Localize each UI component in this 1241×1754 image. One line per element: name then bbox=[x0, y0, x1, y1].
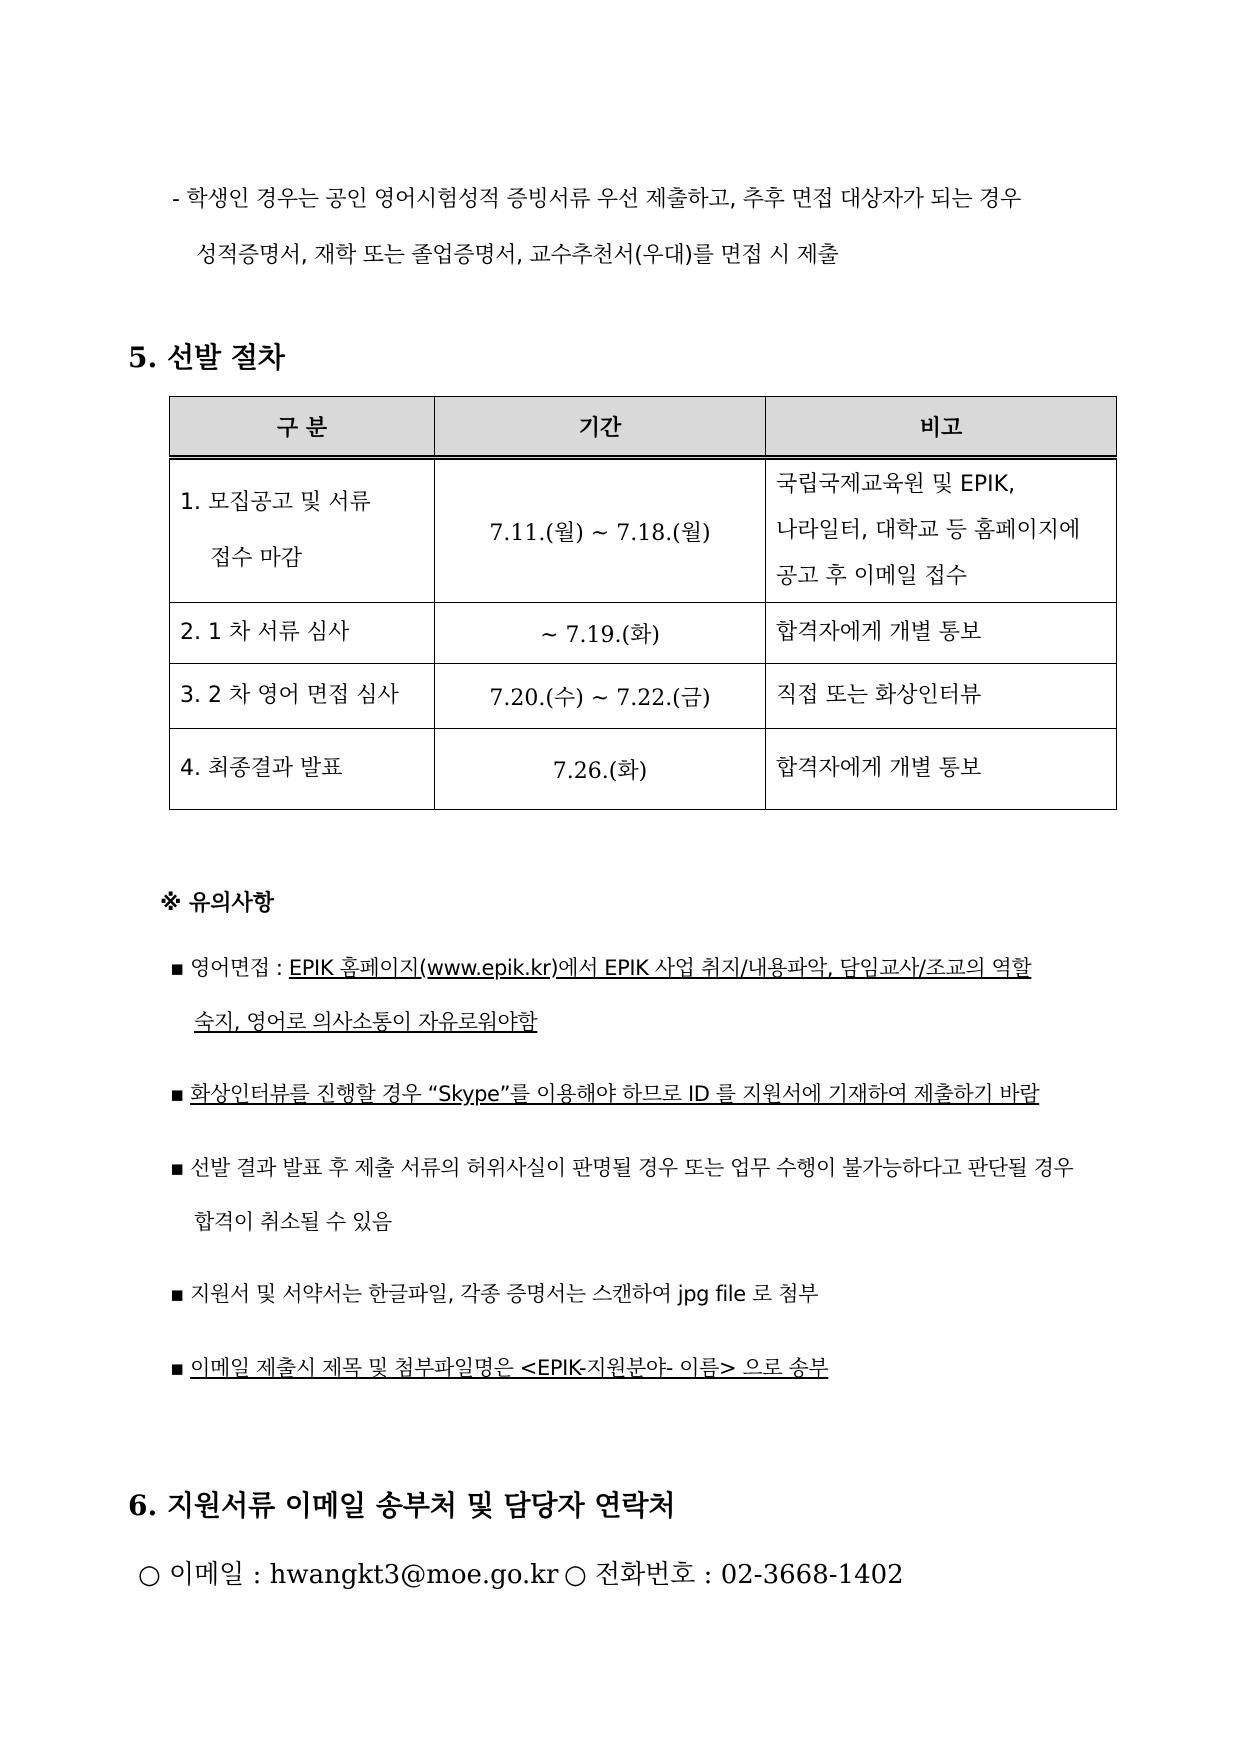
table-row bbox=[170, 729, 1117, 810]
period-cell: 7.26.(화) bbox=[435, 729, 766, 810]
caution-item-interview-cont bbox=[194, 1006, 537, 1036]
section-5-number: 5. bbox=[128, 341, 158, 374]
caution-item-underlined: 화상인터뷰를 진행할 경우 “Skype”를 이용해야 하므로 ID 를 지원서에 기재하여 제출하기 바람 bbox=[190, 1082, 1040, 1106]
section-6-number: 6. bbox=[128, 1489, 158, 1522]
step-cell: 2. 1 차 서류 심사 bbox=[170, 603, 435, 664]
table-row bbox=[170, 458, 1117, 603]
caution-item-underlined: EPIK 홈페이지(www.epik.kr)에서 EPIK 사업 취지/내용파악, 담임교사/조교의 역할 bbox=[288, 956, 1032, 980]
step-text: 1. 모집공고 및 서류 bbox=[180, 490, 371, 515]
step-cell: 3. 2 차 영어 면접 심사 bbox=[170, 664, 435, 729]
section-5-heading bbox=[128, 336, 285, 376]
caution-item-file-format: ▪ 지원서 및 서약서는 한글파일, 각종 증명서는 스캔하여 jpg file 로 첨부 bbox=[170, 1282, 818, 1306]
remark-line: 나라일터, 대학교 등 홈페이지에 bbox=[776, 518, 1081, 543]
caution-item-false-claims: ▪ 선발 결과 발표 후 제출 서류의 허위사실이 판명될 경우 또는 업무 수행이 불가능하다고 판단될 경우 bbox=[170, 1156, 1074, 1180]
step-text-cont: 접수 마감 bbox=[210, 546, 303, 571]
period-cell: 7.20.(수) ~ 7.22.(금) bbox=[435, 664, 766, 729]
caution-item-false-claims-cont: 합격이 취소될 수 있음 bbox=[194, 1210, 392, 1234]
step-cell bbox=[170, 458, 435, 603]
header-period: 기간 bbox=[435, 397, 766, 458]
header-category: 구 분 bbox=[170, 397, 435, 458]
table-header-row bbox=[170, 397, 1117, 458]
remark-cell bbox=[766, 458, 1117, 603]
section-5-title: 선발 절차 bbox=[166, 341, 285, 374]
contact-phone: ○ 전화번호 : 02-3668-1402 bbox=[564, 1560, 904, 1590]
remark-line: 국립국제교육원 및 EPIK, bbox=[776, 472, 1016, 497]
step-cell: 4. 최종결과 발표 bbox=[170, 729, 435, 810]
caution-item-prefix: ▪ 영어면접 : bbox=[170, 956, 289, 980]
table-row bbox=[170, 664, 1117, 729]
section-6-title: 지원서류 이메일 송부처 및 담당자 연락처 bbox=[166, 1489, 676, 1522]
caution-heading: ※ 유의사항 bbox=[160, 891, 275, 916]
intro-line-2: 성적증명서, 재학 또는 졸업증명서, 교수추천서(우대)를 면접 시 제출 bbox=[196, 243, 839, 268]
remark-cell: 직접 또는 화상인터뷰 bbox=[766, 664, 1117, 729]
period-cell: 7.11.(월) ~ 7.18.(월) bbox=[435, 458, 766, 603]
contact-email: ○ 이메일 : hwangkt3@moe.go.kr bbox=[138, 1560, 559, 1590]
caution-item-prefix: ▪ bbox=[170, 1082, 191, 1106]
caution-item-email-subject bbox=[170, 1352, 828, 1382]
caution-item-prefix: ▪ bbox=[170, 1356, 191, 1380]
selection-schedule-table bbox=[169, 396, 1117, 810]
caution-item-interview bbox=[170, 952, 1031, 982]
caution-item-underlined: 숙지, 영어로 의사소통이 자유로워야함 bbox=[194, 1010, 538, 1034]
caution-item-video-interview bbox=[170, 1078, 1039, 1108]
header-remark: 비고 bbox=[766, 397, 1117, 458]
period-cell: ~ 7.19.(화) bbox=[435, 603, 766, 664]
remark-cell: 합격자에게 개별 통보 bbox=[766, 603, 1117, 664]
intro-line-1: - 학생인 경우는 공인 영어시험성적 증빙서류 우선 제출하고, 추후 면접 대상자가 되는 경우 bbox=[172, 187, 1021, 212]
remark-line: 공고 후 이메일 접수 bbox=[776, 564, 967, 589]
table-row bbox=[170, 603, 1117, 664]
remark-cell: 합격자에게 개별 통보 bbox=[766, 729, 1117, 810]
section-6-heading bbox=[128, 1484, 676, 1524]
caution-item-underlined: 이메일 제출시 제목 및 첨부파일명은 <EPIK-지원분야- 이름> 으로 송부 bbox=[190, 1356, 829, 1380]
